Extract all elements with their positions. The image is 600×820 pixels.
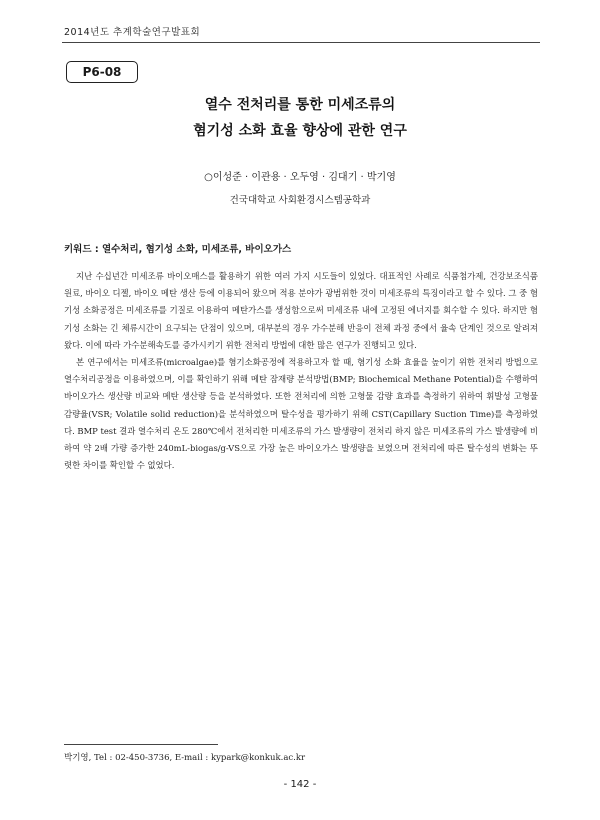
keywords: 키워드 : 열수처리, 혐기성 소화, 미세조류, 바이오가스 <box>64 244 292 255</box>
paper-title-line-2: 혐기성 소화 효율 향상에 관한 연구 <box>193 123 407 139</box>
page-number: - 142 - <box>283 779 317 790</box>
author-list: ○이성준 · 이관용 · 오두영 · 김대기 · 박기영 <box>204 172 396 183</box>
running-head: 2014년도 추계학술연구발표회 <box>64 27 201 38</box>
affiliation: 건국대학교 사회환경시스템공학과 <box>229 195 371 206</box>
footnote-contact: 박기영, Tel : 02-450-3736, E-mail : kypark@konkuk.ac.kr <box>64 753 306 763</box>
abstract-body <box>64 268 538 474</box>
paper-title-line-1: 열수 전처리를 통한 미세조류의 <box>204 97 396 113</box>
footnote-divider <box>64 744 218 745</box>
abstract-paragraph-2: 본 연구에서는 미세조류(microalgae)를 혐기소화공정에 적용하고자 할 때, 혐기성 소화 효율을 높이기 위한 전처리 방법으로 열수처리공정을 이용하였으며, 이를 확인하기 위해 메탄 잠재량 분석방법(BMP; Biochemical Methane Potential)을 수행하여 바이오가스 생산량 비교와 메탄 생산량 등을 분석하였다. 또한 전처리에 의한 고형물 감량 효과를 측정하기 위하여 휘발성 고형물 감량율(VSR; Volatile solid reduction)을 분석하였으며 탈수성을 평가하기 위해 CST(Capillary Suction Time)를 측정하였다. BMP test 결과 열수처리 온도 280℃에서 전처리한 미세조류의 가스 발생량이 전처리 하지 않은 미세조류의 가스 발생량에 비하여 약 2배 가량 증가한 240mL-biogas/g-VS으로 가장 높은 바이오가스 발생량을 보였으며 전처리에 따른 탈수성의 변화는 뚜렷한 차이를 확인할 수 없었다. <box>64 357 538 471</box>
paper-id-badge: P6-08 <box>66 61 138 83</box>
abstract-paragraph-1: 지난 수십년간 미세조류 바이오매스를 활용하기 위한 여러 가지 시도들이 있었다. 대표적인 사례로 식품첨가제, 건강보조식품 원료, 바이오 디젤, 바이오 메탄 생산 등에 이용되어 왔으며 적용 분야가 광범위한 것이 미세조류의 특징이라고 할 수 있다. 그 중 혐기성 소화공정은 미세조류를 기질로 이용하여 메탄가스를 생성함으로써 미세조류 내에 고정된 에너지를 회수할 수 있다. 하지만 혐기성 소화는 긴 체류시간이 요구되는 단점이 있으며, 대부분의 경우 가수분해 반응이 전체 과정 중에서 율속 단계인 것으로 알려져 왔다. 이에 따라 가수분해속도를 증가시키기 위한 전처리 방법에 대한 많은 연구가 진행되고 있다. <box>64 271 538 350</box>
header-divider <box>62 42 540 43</box>
